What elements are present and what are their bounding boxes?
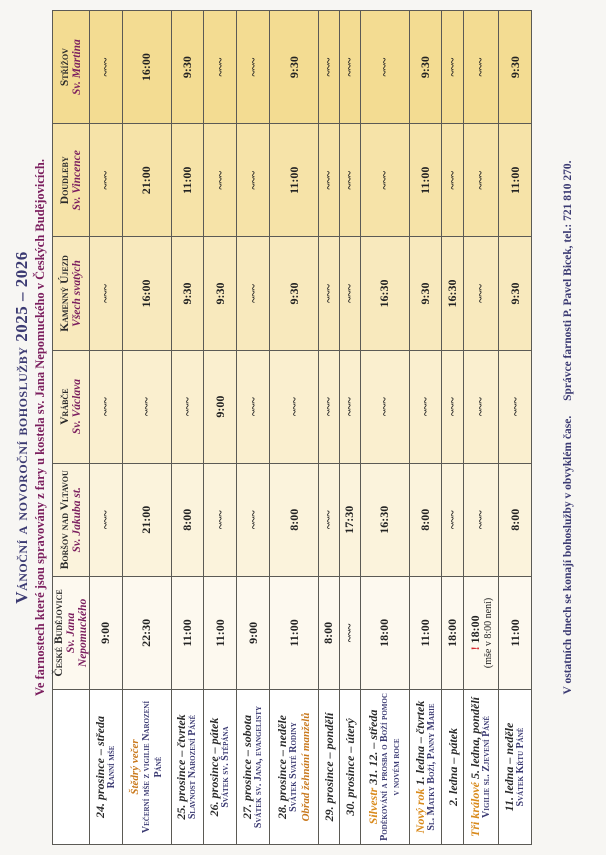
column-church: Sv. Jana Nepomuckého (65, 598, 89, 668)
page-subtitle: Ve farnostech které jsou spravovány z fary u kostela sv. Jana Nepomuckého v Českých Budějovicích. (33, 158, 47, 697)
time-cell: 9:30 (171, 11, 204, 124)
day-special: Štědrý večer (128, 739, 141, 795)
day-date: 2. ledna – pátek (445, 728, 460, 806)
day-date (414, 692, 426, 842)
time-cell: ~~~ (237, 350, 270, 463)
time-cell: 18:00 (360, 576, 409, 689)
time-cell: ~~~ (360, 124, 409, 237)
time-cell: 11:00 (409, 124, 442, 237)
page-title: Vánoční a novoroční bohoslužby 2025 – 2026 (12, 251, 31, 604)
day-cell (270, 690, 319, 845)
day-feast: Svátek Křtu Páně (515, 727, 527, 807)
schedule-table (52, 10, 532, 845)
day-date-text: 31. 12. – středa (365, 709, 380, 785)
time-cell: ~~~ (463, 11, 499, 124)
time-cell: ~~~ (442, 11, 463, 124)
column-city: Doudleby (59, 156, 71, 205)
table-row (171, 11, 204, 845)
time-cell: 16:30 (442, 237, 463, 350)
day-date: 24. prosince – středa (92, 716, 107, 818)
day-cell (463, 690, 499, 845)
day-feast: Poděkování a prosba o Boží pomoc v novém roce (378, 693, 402, 841)
time-cell: ~~~ (318, 350, 339, 463)
time-cell: ~~~ (318, 463, 339, 576)
day-date: 11. ledna – neděle (502, 722, 517, 812)
column-church: Sv. Martina (71, 39, 83, 96)
time-cell: 16:00 (122, 237, 171, 350)
time-cell: 9:30 (270, 237, 319, 350)
day-date (367, 692, 379, 842)
table-row (360, 11, 409, 845)
column-header (53, 124, 90, 237)
time-cell: ~~~ (339, 124, 360, 237)
day-date: 25. prosince – čtvrtek (174, 714, 189, 820)
day-cell (204, 690, 237, 845)
corner-cell (53, 690, 90, 845)
time-cell: 8:00 (318, 576, 339, 689)
column-header (53, 350, 90, 463)
day-cell (409, 690, 442, 845)
time-cell: 16:30 (360, 463, 409, 576)
day-cell (318, 690, 339, 845)
day-date: 26. prosince – pátek (207, 717, 222, 817)
time-cell: ~~~ (442, 124, 463, 237)
footer-contact: Správce farnosti P. Pavel Bicek, tel.: 721 810 270. (562, 160, 574, 401)
time-cell: 9:30 (204, 237, 237, 350)
table-row (318, 11, 339, 845)
day-date: 28. prosince – neděle (275, 715, 289, 819)
time-cell: 21:00 (122, 463, 171, 576)
time-note: (mše v 8:00 není) (482, 597, 494, 669)
day-date: 30. prosince – úterý (342, 718, 357, 816)
table-row (499, 11, 532, 845)
day-cell (360, 690, 409, 845)
day-cell (90, 690, 123, 845)
time-cell (463, 576, 499, 689)
time-cell: ~~~ (204, 11, 237, 124)
time-cell: ~~~ (463, 350, 499, 463)
table-row (122, 11, 171, 845)
table-row (463, 11, 499, 845)
time-cell: ~~~ (360, 11, 409, 124)
time-cell: ~~~ (204, 124, 237, 237)
time-cell: 9:30 (171, 237, 204, 350)
time-cell: ~~~ (171, 350, 204, 463)
time-cell: ~~~ (90, 350, 123, 463)
day-date: 29. prosince – pondělí (321, 712, 336, 822)
column-church: Sv. Vincence (71, 150, 83, 211)
time-cell: 11:00 (409, 576, 442, 689)
time-cell: ~~~ (90, 11, 123, 124)
time-value: 18:00 (467, 615, 482, 644)
header-row (53, 11, 90, 845)
column-city: České Budějovice (53, 589, 65, 677)
time-cell: ~~~ (318, 124, 339, 237)
time-cell: ~~~ (237, 11, 270, 124)
time-cell: 9:30 (499, 11, 532, 124)
day-cell (442, 690, 463, 845)
table-row (90, 11, 123, 845)
day-feast: Vigilie sl. Zjevení Páně (480, 716, 492, 818)
time-cell: ~~~ (409, 350, 442, 463)
day-cell (339, 690, 360, 845)
time-cell: ~~~ (442, 463, 463, 576)
day-special: Tři králové (467, 782, 482, 838)
time-cell: ~~~ (318, 237, 339, 350)
time-cell: 8:00 (270, 463, 319, 576)
time-cell: ~~~ (237, 237, 270, 350)
day-feast: Večerní mše z vigilie Narození Páně (140, 700, 164, 834)
time-cell: 18:00 (442, 576, 463, 689)
column-city: Střížov (59, 48, 71, 87)
column-city: Vrábče (59, 388, 71, 425)
time-cell: 16:00 (122, 11, 171, 124)
time-cell: 16:30 (360, 237, 409, 350)
time-cell: 11:00 (270, 124, 319, 237)
time-cell: ~~~ (318, 11, 339, 124)
day-feast: Svátek sv. Jana, evangelisty (253, 705, 265, 829)
time-cell: ~~~ (122, 350, 171, 463)
column-header (53, 576, 90, 689)
time-cell: 11:00 (171, 124, 204, 237)
day-feast: Sl. Matky Boží, Panny Marie (425, 703, 437, 831)
time-cell: ~~~ (499, 350, 532, 463)
time-cell: ~~~ (237, 124, 270, 237)
column-header (53, 237, 90, 350)
time-cell: ~~~ (339, 11, 360, 124)
table-row (409, 11, 442, 845)
time-cell: ~~~ (463, 124, 499, 237)
time-cell: 8:00 (499, 463, 532, 576)
time-cell: ~~~ (463, 237, 499, 350)
table-row (442, 11, 463, 845)
table-row (204, 11, 237, 845)
time-cell: 8:00 (409, 463, 442, 576)
day-cell (171, 690, 204, 845)
time-cell: ~~~ (360, 350, 409, 463)
exclamation-mark: ! (467, 646, 482, 651)
time-cell: 9:30 (499, 237, 532, 350)
column-church: Sv. Jakuba st. (71, 487, 83, 553)
time-cell: ~~~ (90, 124, 123, 237)
time-cell: ~~~ (339, 237, 360, 350)
time-cell: 9:30 (409, 11, 442, 124)
day-date: 27. prosince – sobota (240, 715, 255, 820)
day-feast: Slavnost Narození Páně (187, 714, 199, 820)
time-cell: ~~~ (463, 463, 499, 576)
time-cell: 9:30 (270, 11, 319, 124)
column-header (53, 11, 90, 124)
day-cell (237, 690, 270, 845)
table-row (339, 11, 360, 845)
column-city: Kamenný Újezd (59, 255, 71, 332)
time-cell: 11:00 (171, 576, 204, 689)
time-cell: 11:00 (204, 576, 237, 689)
footer-note: V ostatních dnech se konají bohoslužby v obvyklém čase. (562, 415, 574, 695)
column-header (53, 463, 90, 576)
time-cell: ~~~ (270, 350, 319, 463)
table-row (237, 11, 270, 845)
footer (562, 0, 574, 855)
time-cell: 9:30 (409, 237, 442, 350)
time-cell: ~~~ (339, 576, 360, 689)
time-cell: 11:00 (270, 576, 319, 689)
time-cell: ~~~ (90, 463, 123, 576)
day-date-text: 1. ledna – čtvrtek (412, 700, 427, 786)
time-cell: 11:00 (499, 124, 532, 237)
time-cell: ~~~ (237, 463, 270, 576)
day-date (469, 692, 481, 842)
day-special: Silvestr (365, 787, 380, 825)
time-cell: ~~~ (204, 463, 237, 576)
table-row (270, 11, 319, 845)
time-cell: 9:00 (237, 576, 270, 689)
column-city: Boršov nad Vltavou (59, 470, 71, 570)
time-cell: 17:30 (339, 463, 360, 576)
day-cell (122, 690, 171, 845)
time-cell: ~~~ (339, 350, 360, 463)
day-special: Nový rok (412, 788, 427, 834)
day-special: Obřad žehnání manželů (300, 712, 312, 822)
time-cell: 11:00 (499, 576, 532, 689)
column-church: Sv. Václava (71, 379, 83, 435)
day-cell (499, 690, 532, 845)
time-cell: 8:00 (171, 463, 204, 576)
day-feast: Ranní mše (105, 745, 117, 789)
time-cell: 22:30 (122, 576, 171, 689)
time-cell: 9:00 (204, 350, 237, 463)
day-feast: Svátek Svaté Rodiny (288, 722, 299, 812)
time-cell: 21:00 (122, 124, 171, 237)
day-date-text: 5. ledna, pondělí (467, 697, 482, 780)
time-cell: ~~~ (442, 350, 463, 463)
column-church: Všech svatých (71, 260, 83, 327)
day-feast: Svátek sv. Štěpána (220, 726, 232, 808)
time-cell: 9:00 (90, 576, 123, 689)
time-cell: ~~~ (90, 237, 123, 350)
